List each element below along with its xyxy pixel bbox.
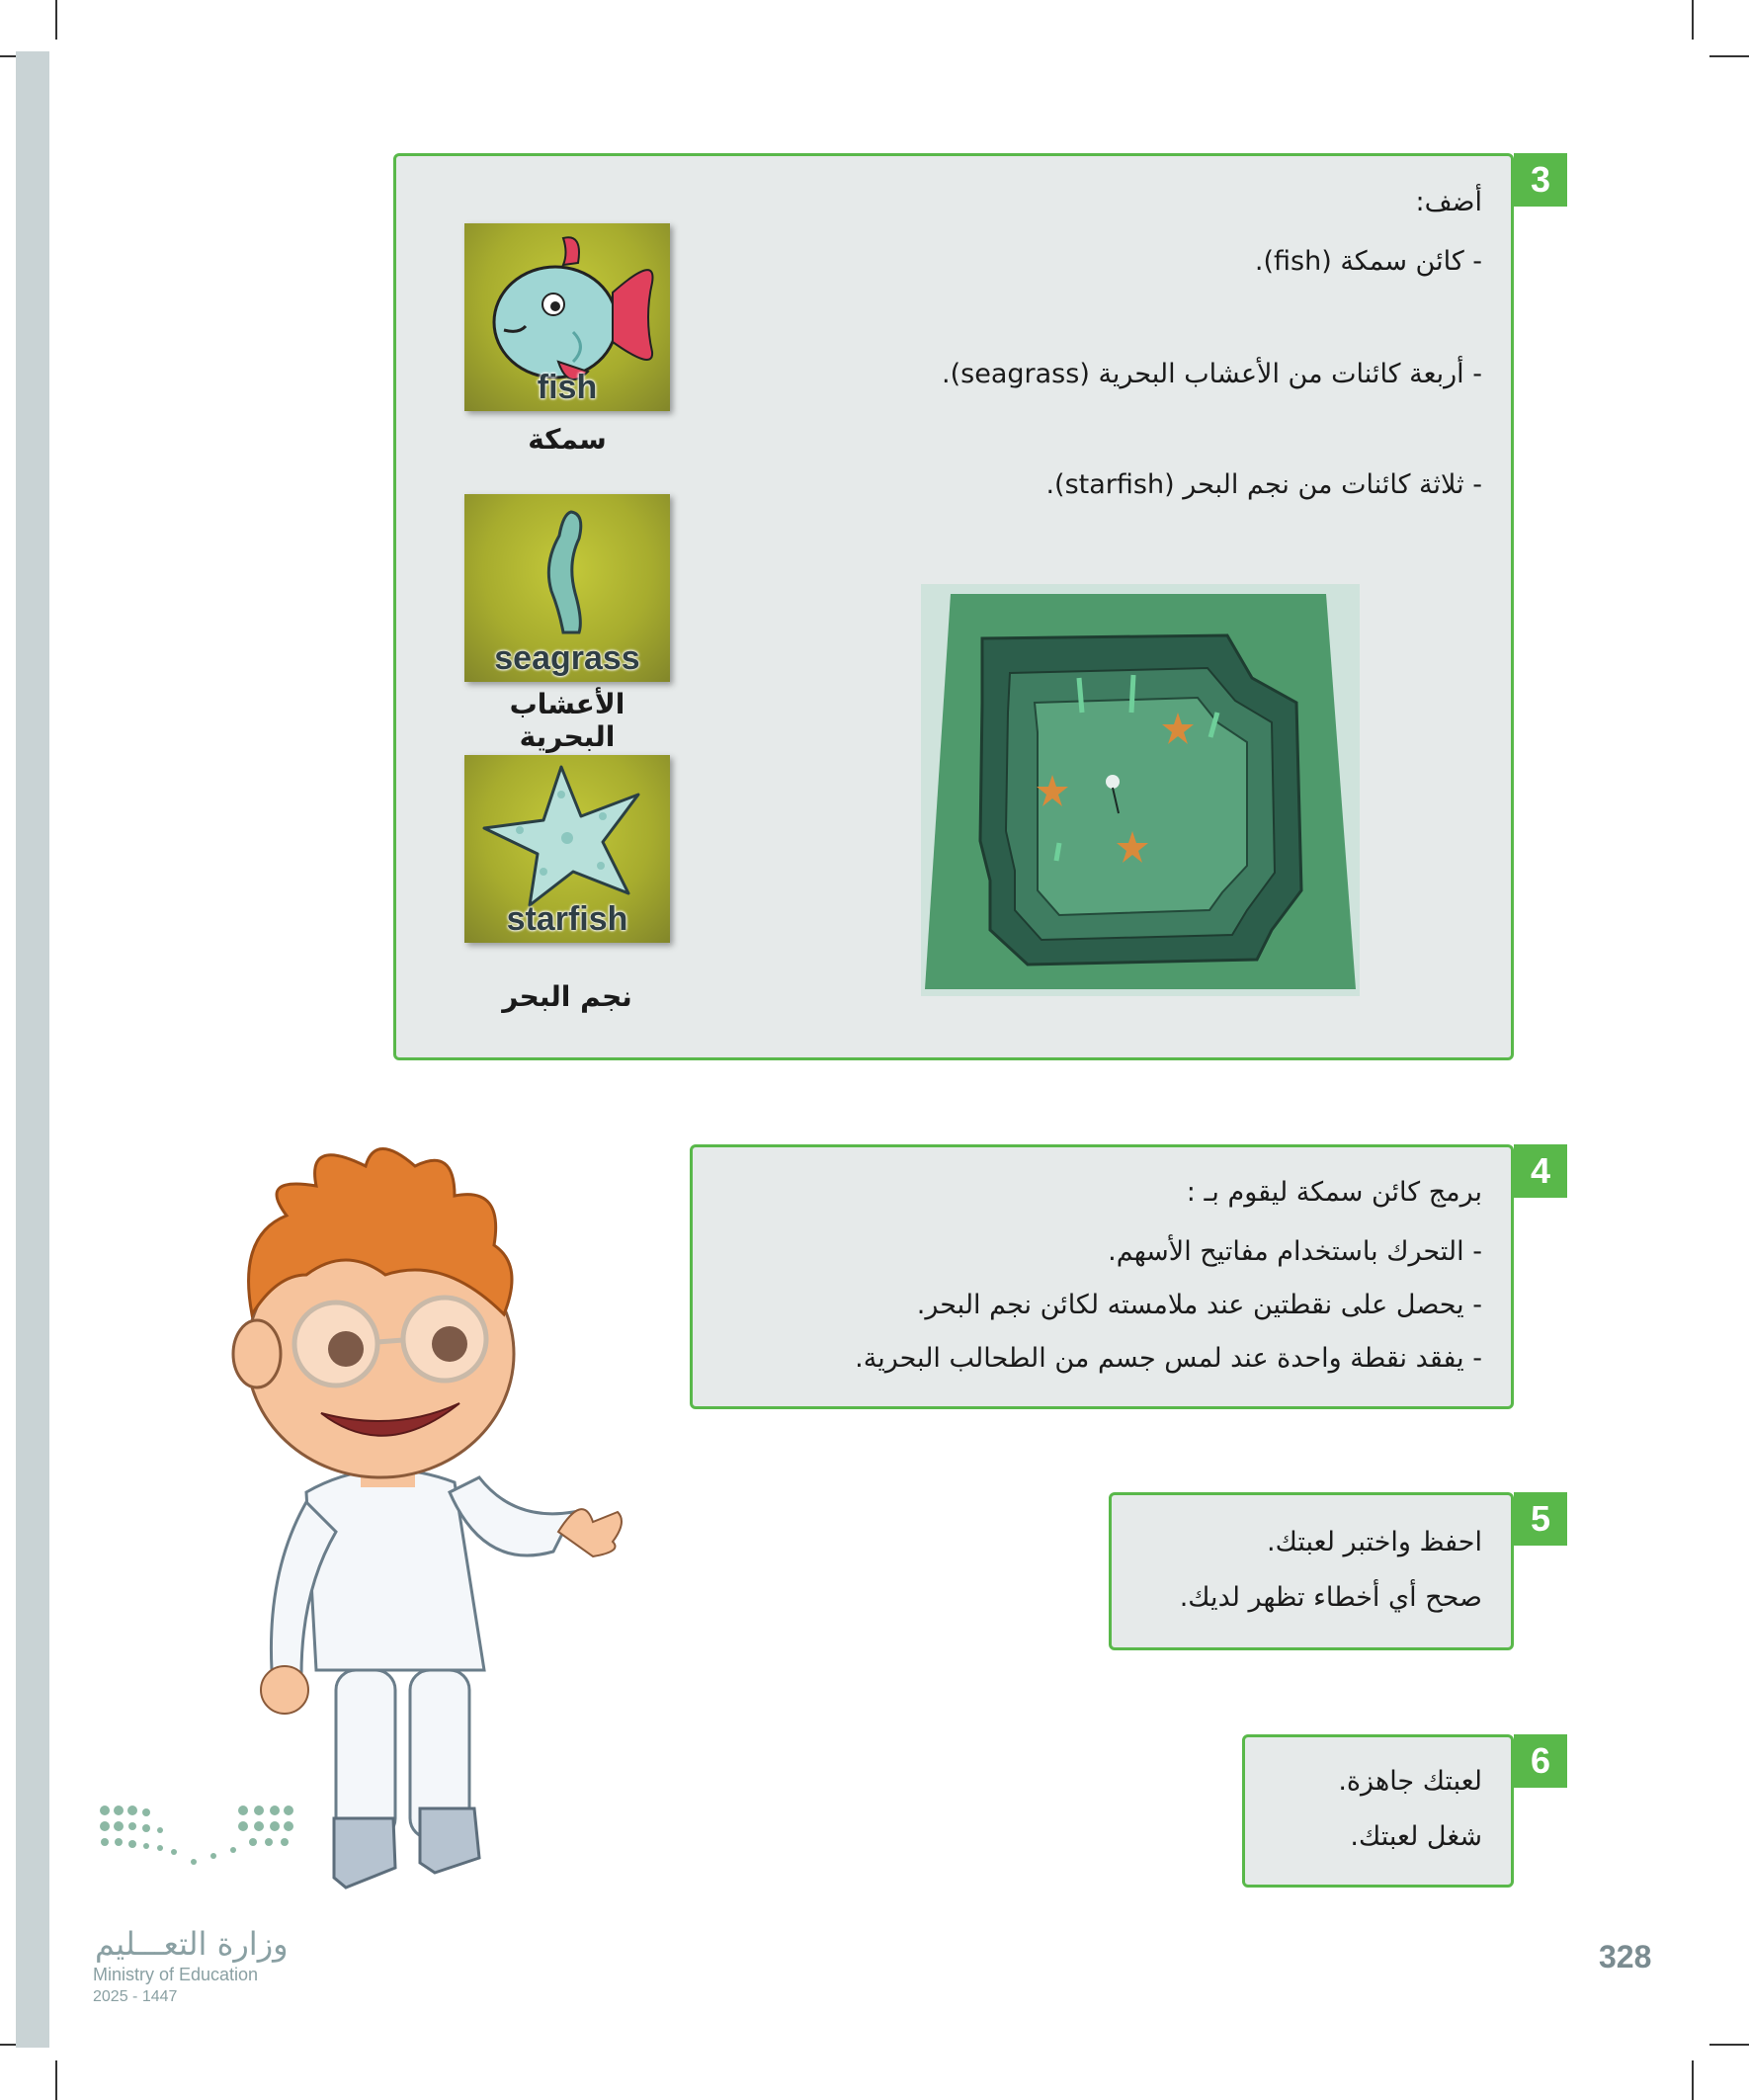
ministry-logo-icon [95, 1799, 298, 1907]
step-6-number: 6 [1514, 1734, 1567, 1788]
starfish-caption: نجم البحر [502, 980, 632, 1013]
step-5-line: احفظ واختبر لعبتك. [1267, 1527, 1482, 1557]
game-scene-preview [921, 584, 1360, 996]
step-6-line: لعبتك جاهزة. [1338, 1766, 1482, 1797]
step-5-line: صحح أي أخطاء تظهر لديك. [1179, 1582, 1482, 1613]
seagrass-caption: الأعشاب البحرية [509, 688, 625, 753]
step-3-number: 3 [1514, 153, 1567, 207]
step-4-line: - التحرك باستخدام مفاتيح الأسهم. [1108, 1236, 1482, 1267]
crop-mark [55, 2060, 57, 2100]
starfish-sprite-tile [464, 755, 670, 943]
page-margin-bar [16, 51, 49, 2048]
step-3-item: - كائن سمكة (fish). [1254, 246, 1482, 277]
crop-mark [55, 0, 57, 40]
ministry-name-english: Ministry of Education [93, 1965, 259, 1984]
step-4-number: 4 [1514, 1144, 1567, 1198]
crop-mark [1709, 55, 1749, 57]
crop-mark [1692, 0, 1694, 40]
step-3-heading: أضف: [1415, 187, 1482, 217]
step-5-number: 5 [1514, 1492, 1567, 1546]
step-3-item: - ثلاثة كائنات من نجم البحر (starfish). [1045, 469, 1482, 500]
step-3-item: - أربعة كائنات من الأعشاب البحرية (seagrass). [942, 359, 1482, 389]
step-5-box [1109, 1492, 1514, 1650]
fish-sprite-tile [464, 223, 670, 411]
fish-caption: سمكة [528, 423, 607, 456]
edition-year: 2025 - 1447 [93, 1988, 178, 2005]
seagrass-sprite-tile [464, 494, 670, 682]
ministry-name-arabic: وزارة التعـــليم [95, 1925, 289, 1963]
seagrass-sprite-label: seagrass [494, 639, 640, 677]
crop-mark [1692, 2060, 1694, 2100]
fish-sprite-label: fish [537, 369, 598, 406]
crop-mark [1709, 2044, 1749, 2046]
step-4-line: - يفقد نقطة واحدة عند لمس جسم من الطحالب البحرية. [855, 1343, 1482, 1374]
step-6-line: شغل لعبتك. [1350, 1821, 1482, 1852]
starfish-sprite-label: starfish [506, 900, 628, 938]
step-4-line: برمج كائن سمكة ليقوم بـ : [1186, 1177, 1482, 1208]
step-4-line: - يحصل على نقطتين عند ملامسته لكائن نجم البحر. [916, 1290, 1482, 1320]
page-number: 328 [1599, 1939, 1652, 1974]
step-6-box [1242, 1734, 1514, 1888]
